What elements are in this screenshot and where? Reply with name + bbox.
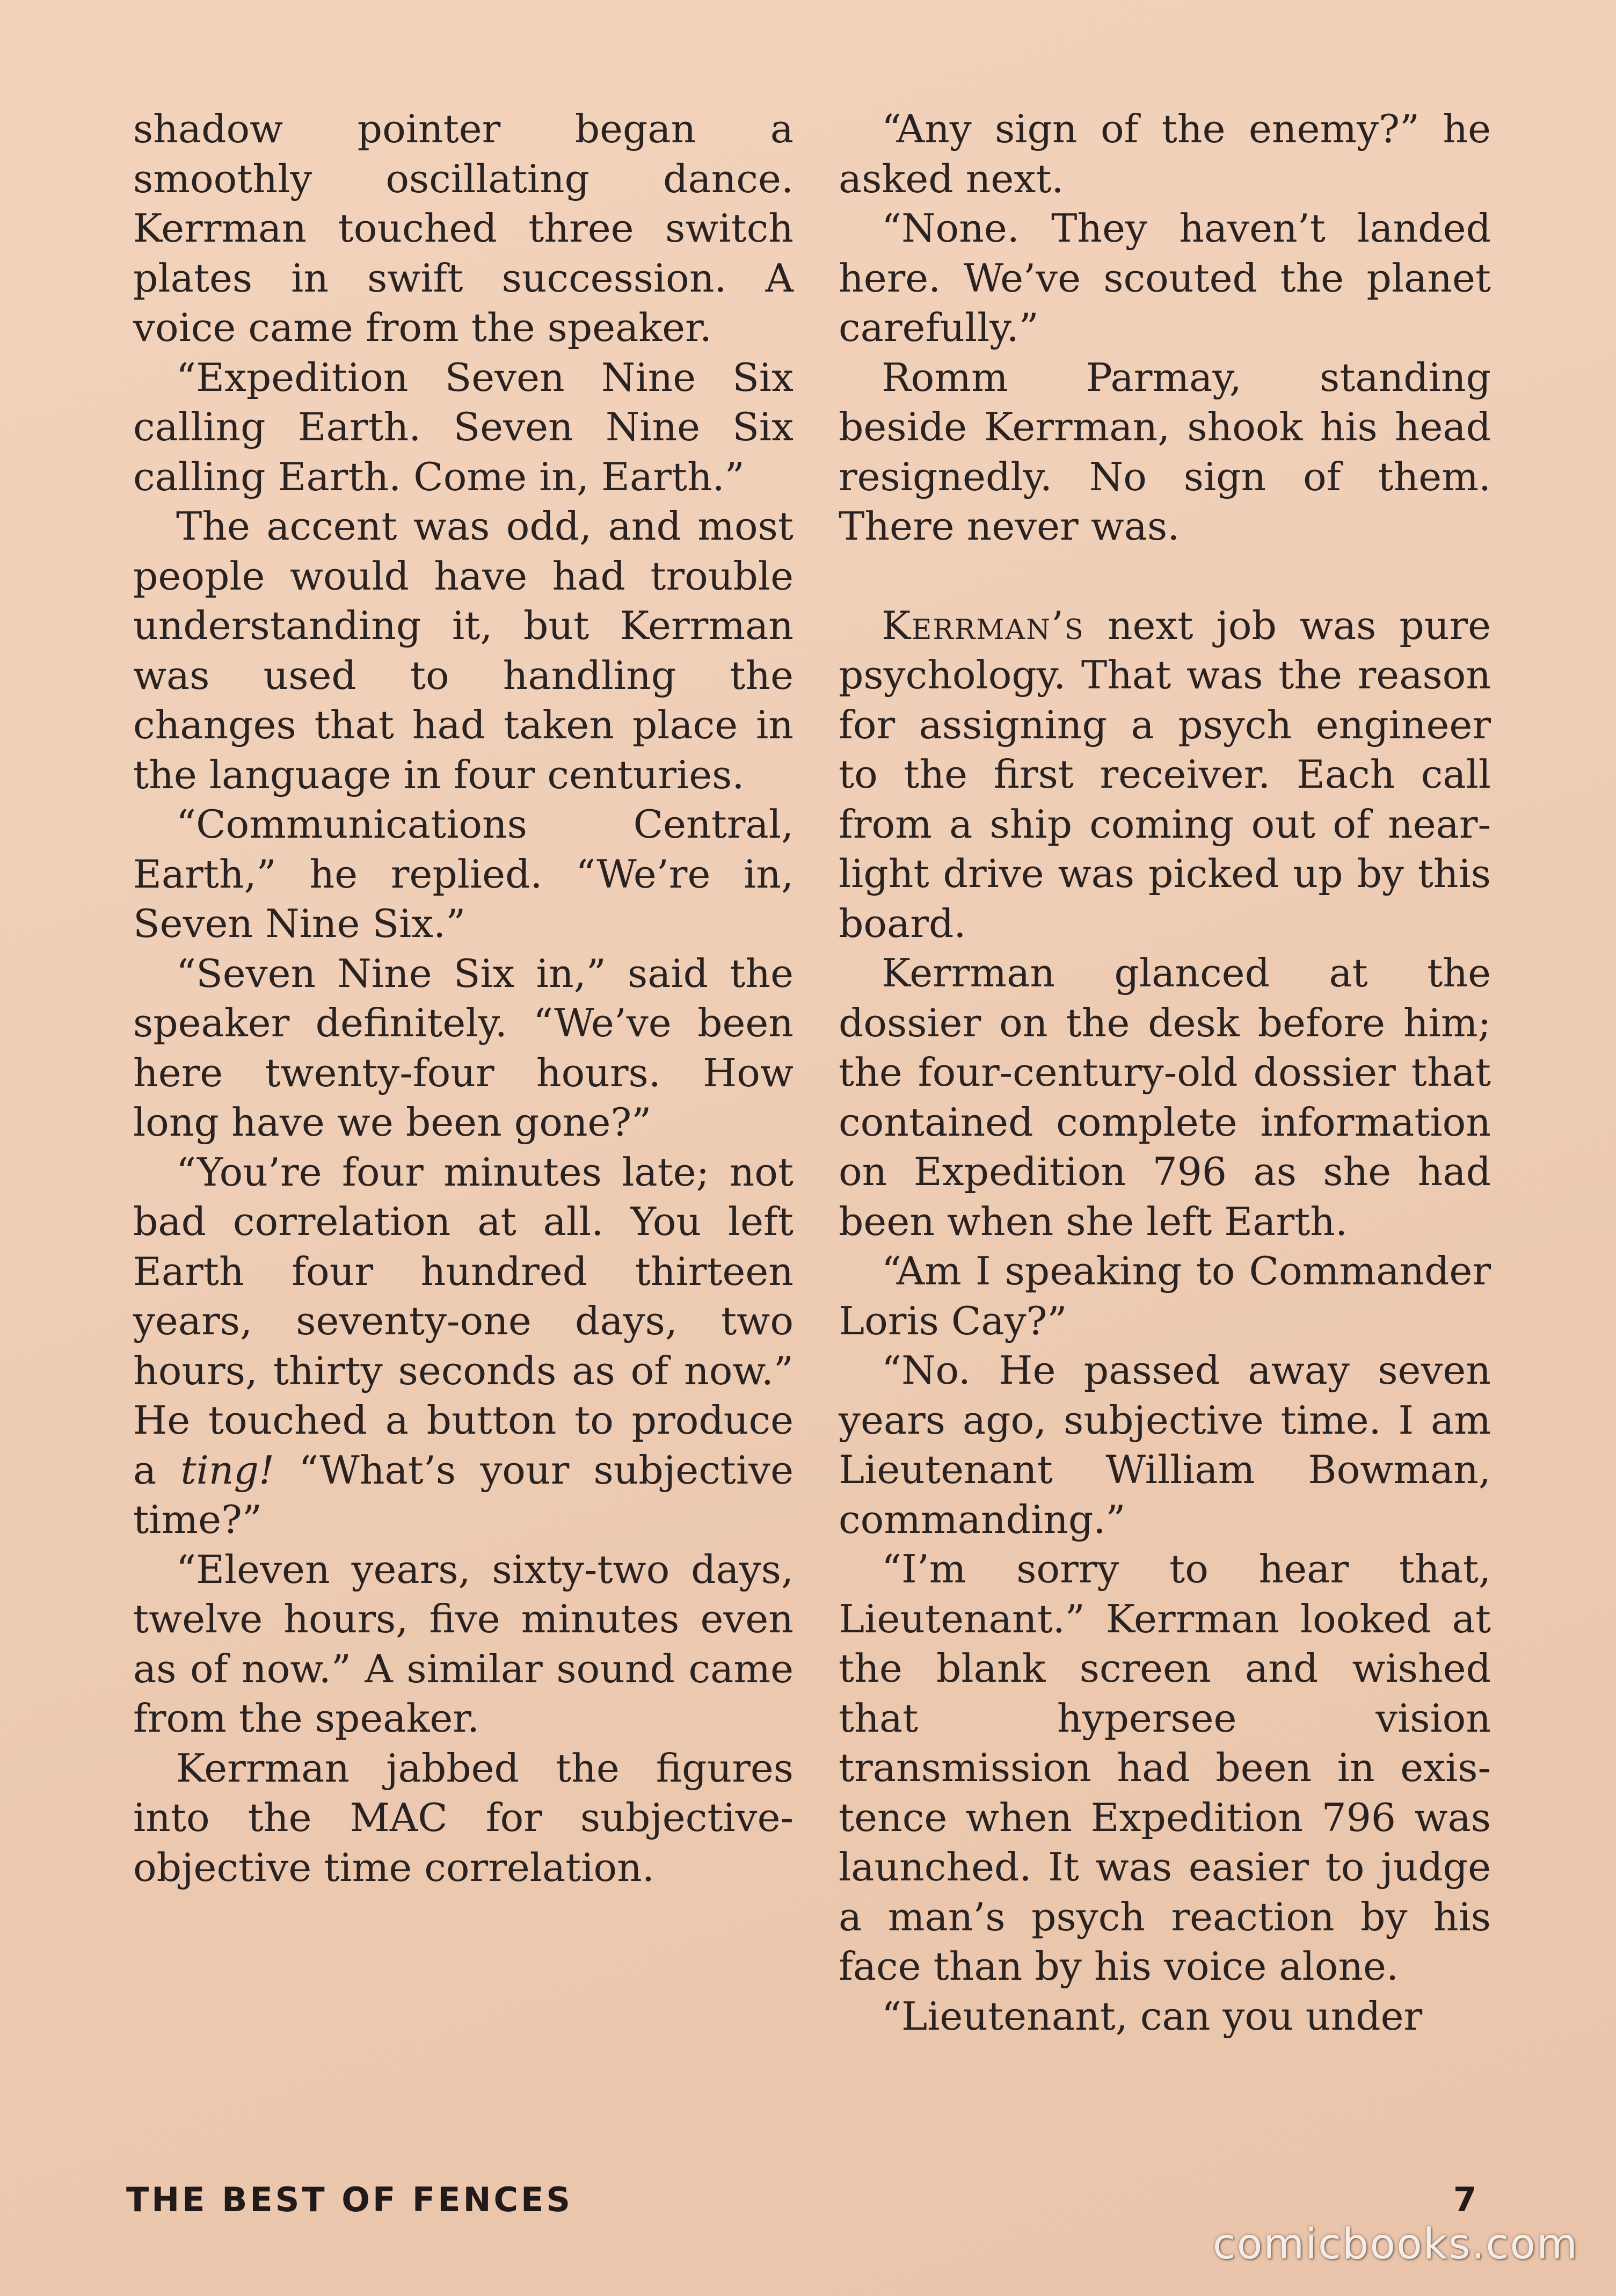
paragraph: “Any sign of the enemy?” he asked next.	[839, 107, 1491, 202]
page-number: 7	[1453, 2180, 1479, 2219]
text-column-left	[133, 105, 794, 1893]
paragraph	[133, 1148, 794, 1545]
paragraph: Romm Parmay, standing beside Kerrman, shook his head resignedly. No sign of them. There never was.	[839, 355, 1491, 549]
paragraph: “I’m sorry to hear that, Lieutenant.” Kerrman looked at the blank screen and wished that hypersee vision transmission had been in existence when Expedition 796 was launched. It was easier to judge a man’s psych reaction by his face than by his voice alone.	[839, 1547, 1491, 1989]
section-lead-word: Kerrman’s	[882, 603, 1084, 649]
paragraph: “Am I speaking to Commander Loris Cay?”	[839, 1249, 1491, 1344]
magazine-title: THE BEST OF FENCES	[126, 2180, 573, 2219]
text-column-right	[839, 105, 1491, 2041]
section-start-paragraph	[839, 601, 1491, 949]
paragraph-text: next job was pure psychology. That was the reason for assigning a psych engineer to the first receiver. Each call from a ship coming out of near-light drive was picked up by this board.	[839, 603, 1491, 947]
paragraph: Kerrman jabbed the figures into the MAC for subjective-objective time correlation.	[133, 1746, 794, 1891]
paragraph: Kerrman glanced at the dossier on the desk before him; the four-century-old dossier that contained complete information on Expedition 796 as she had been when she left Earth.	[839, 951, 1491, 1245]
paragraph-text: “What’s your subjective time?”	[133, 1448, 794, 1543]
paragraph: shadow pointer began a smoothly oscillating dance. Kerrman touched three switch plates in swift succession. A voice came from the speaker.	[133, 107, 794, 351]
paragraph: “Eleven years, sixty-two days, twelve hours, five minutes even as of now.” A similar sound came from the speaker.	[133, 1547, 794, 1741]
paragraph: “Seven Nine Six in,” said the speaker definitely. “We’ve been here twenty-four hours. How long have we been gone?”	[133, 951, 794, 1145]
watermark: comicbooks.com	[1212, 2220, 1578, 2269]
paragraph: “Lieutenant, can you under	[882, 1994, 1423, 2039]
paragraph: “No. He passed away seven years ago, subjective time. I am Lieutenant William Bowman, commanding.”	[839, 1348, 1491, 1543]
paragraph: “Expedition Seven Nine Six calling Earth. Seven Nine Six calling Earth. Come in, Earth.”	[133, 355, 794, 500]
paragraph: “Communications Central, Earth,” he replied. “We’re in, Seven Nine Six.”	[133, 802, 794, 947]
paragraph: The accent was odd, and most people would have had trouble understanding it, but Kerrman was used to handling the changes that had taken place in the language in four centuries.	[133, 504, 794, 798]
paragraph-text: “You’re four minutes late; not bad correlation at all. You left Earth four hundred thirteen years, seventy-one days, two hours, thirty seconds as of now.” He touched a button to produce a	[133, 1150, 794, 1493]
paragraph: “None. They haven’t landed here. We’ve scouted the planet carefully.”	[839, 206, 1491, 351]
emphasis-text: ting!	[180, 1448, 274, 1493]
